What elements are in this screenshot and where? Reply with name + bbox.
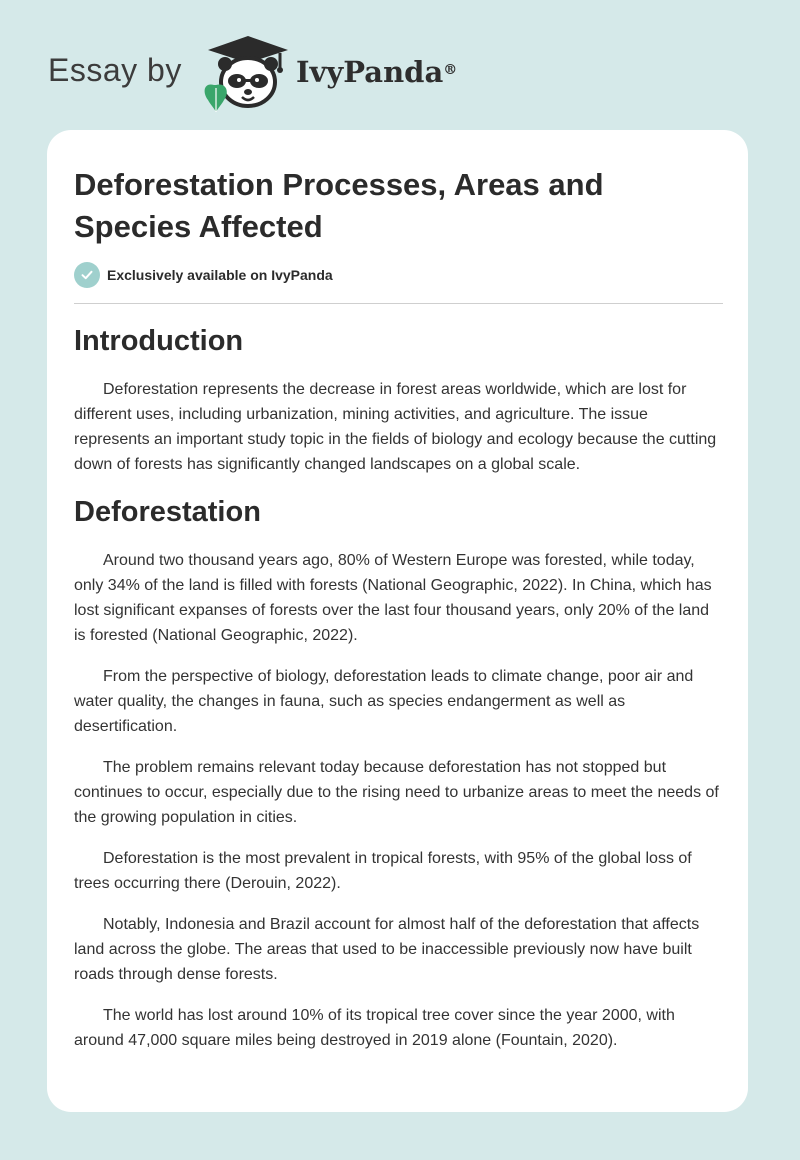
paragraph: The world has lost around 10% of its tropical tree cover since the year 2000, with around 47,000 square miles being destroyed in 2019 alone (Fountain, 2020). xyxy=(74,1007,675,1049)
essay-card xyxy=(47,130,748,1112)
essay-by-label: Essay by xyxy=(48,52,182,88)
section-deforestation xyxy=(74,493,724,1053)
paragraph: Notably, Indonesia and Brazil account for almost half of the deforestation that affects land across the globe. The areas that used to be inaccessible previously now have built roads through dense forests. xyxy=(74,916,700,983)
brand-name[interactable]: IvyPanda® xyxy=(296,55,458,89)
site-header xyxy=(0,0,800,130)
section-introduction xyxy=(74,322,724,477)
section-heading: Introduction xyxy=(74,325,244,357)
ivy-leaf-icon xyxy=(205,84,227,112)
badge-text: Exclusively available on IvyPanda xyxy=(107,267,333,283)
section-heading: Deforestation xyxy=(74,496,261,528)
paragraph: The problem remains relevant today because deforestation has not stopped but continues to occur, especially due to the rising need to urbanize areas to meet the needs of the growing population in cities. xyxy=(74,759,719,826)
exclusive-badge xyxy=(74,262,333,288)
divider xyxy=(74,303,723,304)
paragraph: Deforestation is the most prevalent in tropical forests, with 95% of the global loss of trees occurring there (Derouin, 2022). xyxy=(74,850,692,892)
page-title: Deforestation Processes, Areas and Species Affected xyxy=(74,167,604,244)
paragraph: Deforestation represents the decrease in forest areas worldwide, which are lost for different uses, including urbanization, mining activities, and agriculture. The issue represents an important study topic in the fields of biology and ecology because the cutting down of forests has significantly changed landscapes on a global scale. xyxy=(74,381,717,473)
panda-graduate-icon[interactable] xyxy=(196,30,296,114)
checkmark-icon xyxy=(74,262,100,288)
article-body xyxy=(74,322,724,1069)
paragraph: From the perspective of biology, deforestation leads to climate change, poor air and water quality, the changes in fauna, such as species endangerment as well as desertification. xyxy=(74,668,694,735)
paragraph: Around two thousand years ago, 80% of Western Europe was forested, while today, only 34% of the land is filled with forests (National Geographic, 2022). In China, which has lost significant expanses of forests over the last four thousand years, only 20% of the land is forested (National Geographic, 2022). xyxy=(74,552,712,644)
